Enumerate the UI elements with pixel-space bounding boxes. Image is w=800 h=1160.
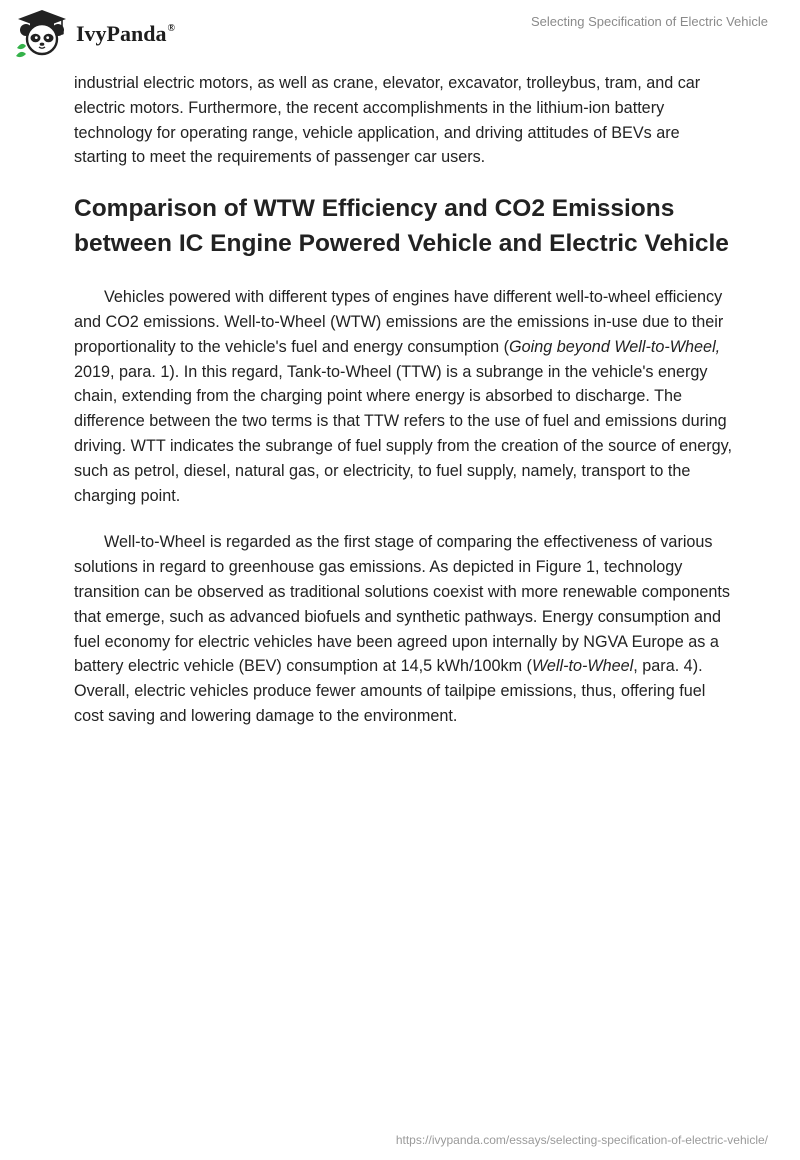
citation-title: Going beyond Well-to-Wheel, (509, 337, 721, 356)
running-title: Selecting Specification of Electric Vehicle (530, 14, 768, 29)
essay-content (74, 71, 734, 729)
body-paragraph-2: Well-to-Wheel is regarded as the first stage of comparing the effectiveness of various solutions in regard to greenhouse gas emissions. As depicted in Figure 1, technology transition can be observed as traditional solutions coexist with more renewable components that emerge, such as advanced biofuels and synthetic pathways. Energy consumption and fuel economy for electric vehicles have been agreed upon internally by NGVA Europe as a battery electric vehicle (BEV) consumption at 14,5 kWh/100km (Well-to-Wheel, para. 4). Overall, electric vehicles produce fewer amounts of tailpipe emissions, thus, offering fuel cost saving and lowering damage to the environment. (74, 533, 730, 725)
body-paragraph-1: Vehicles powered with different types of engines have different well-to-wheel efficiency and CO2 emissions. Well-to-Wheel (WTW) emissions are the emissions in-use due to their proportionality to the vehicle's fuel and energy consumption (Going beyond Well-to-Wheel, 2019, para. 1). In this regard, Tank-to-Wheel (TTW) is a subrange in the vehicle's energy chain, extending from the charging point where energy is absorbed to discharge. The difference between the two terms is that TTW refers to the use of fuel and emissions during driving. WTT indicates the subrange of fuel supply from the creation of the source of energy, such as petrol, diesel, natural gas, or electricity, to fuel supply, namely, transport to the charging point. (74, 288, 733, 505)
intro-paragraph: industrial electric motors, as well as crane, elevator, excavator, trolleybus, tram, and car electric motors. Furthermore, the recent accomplishments in the lithium-ion battery technology for operating range, vehicle application, and driving attitudes of BEVs are starting to meet the requirements of passenger car users. (74, 74, 701, 167)
panda-graduate-icon (14, 8, 70, 58)
brand-logo[interactable] (14, 8, 175, 58)
citation-title: Well-to-Wheel (531, 657, 634, 676)
section-heading: Comparison of WTW Efficiency and CO2 Emissions between IC Engine Powered Vehicle and Electric Vehicle (74, 195, 729, 257)
brand-name: IvyPanda® (76, 21, 175, 46)
source-url[interactable]: https://ivypanda.com/essays/selecting-specification-of-electric-vehicle/ (395, 1133, 768, 1147)
registered-mark: ® (167, 22, 175, 34)
page-header (0, 0, 800, 70)
